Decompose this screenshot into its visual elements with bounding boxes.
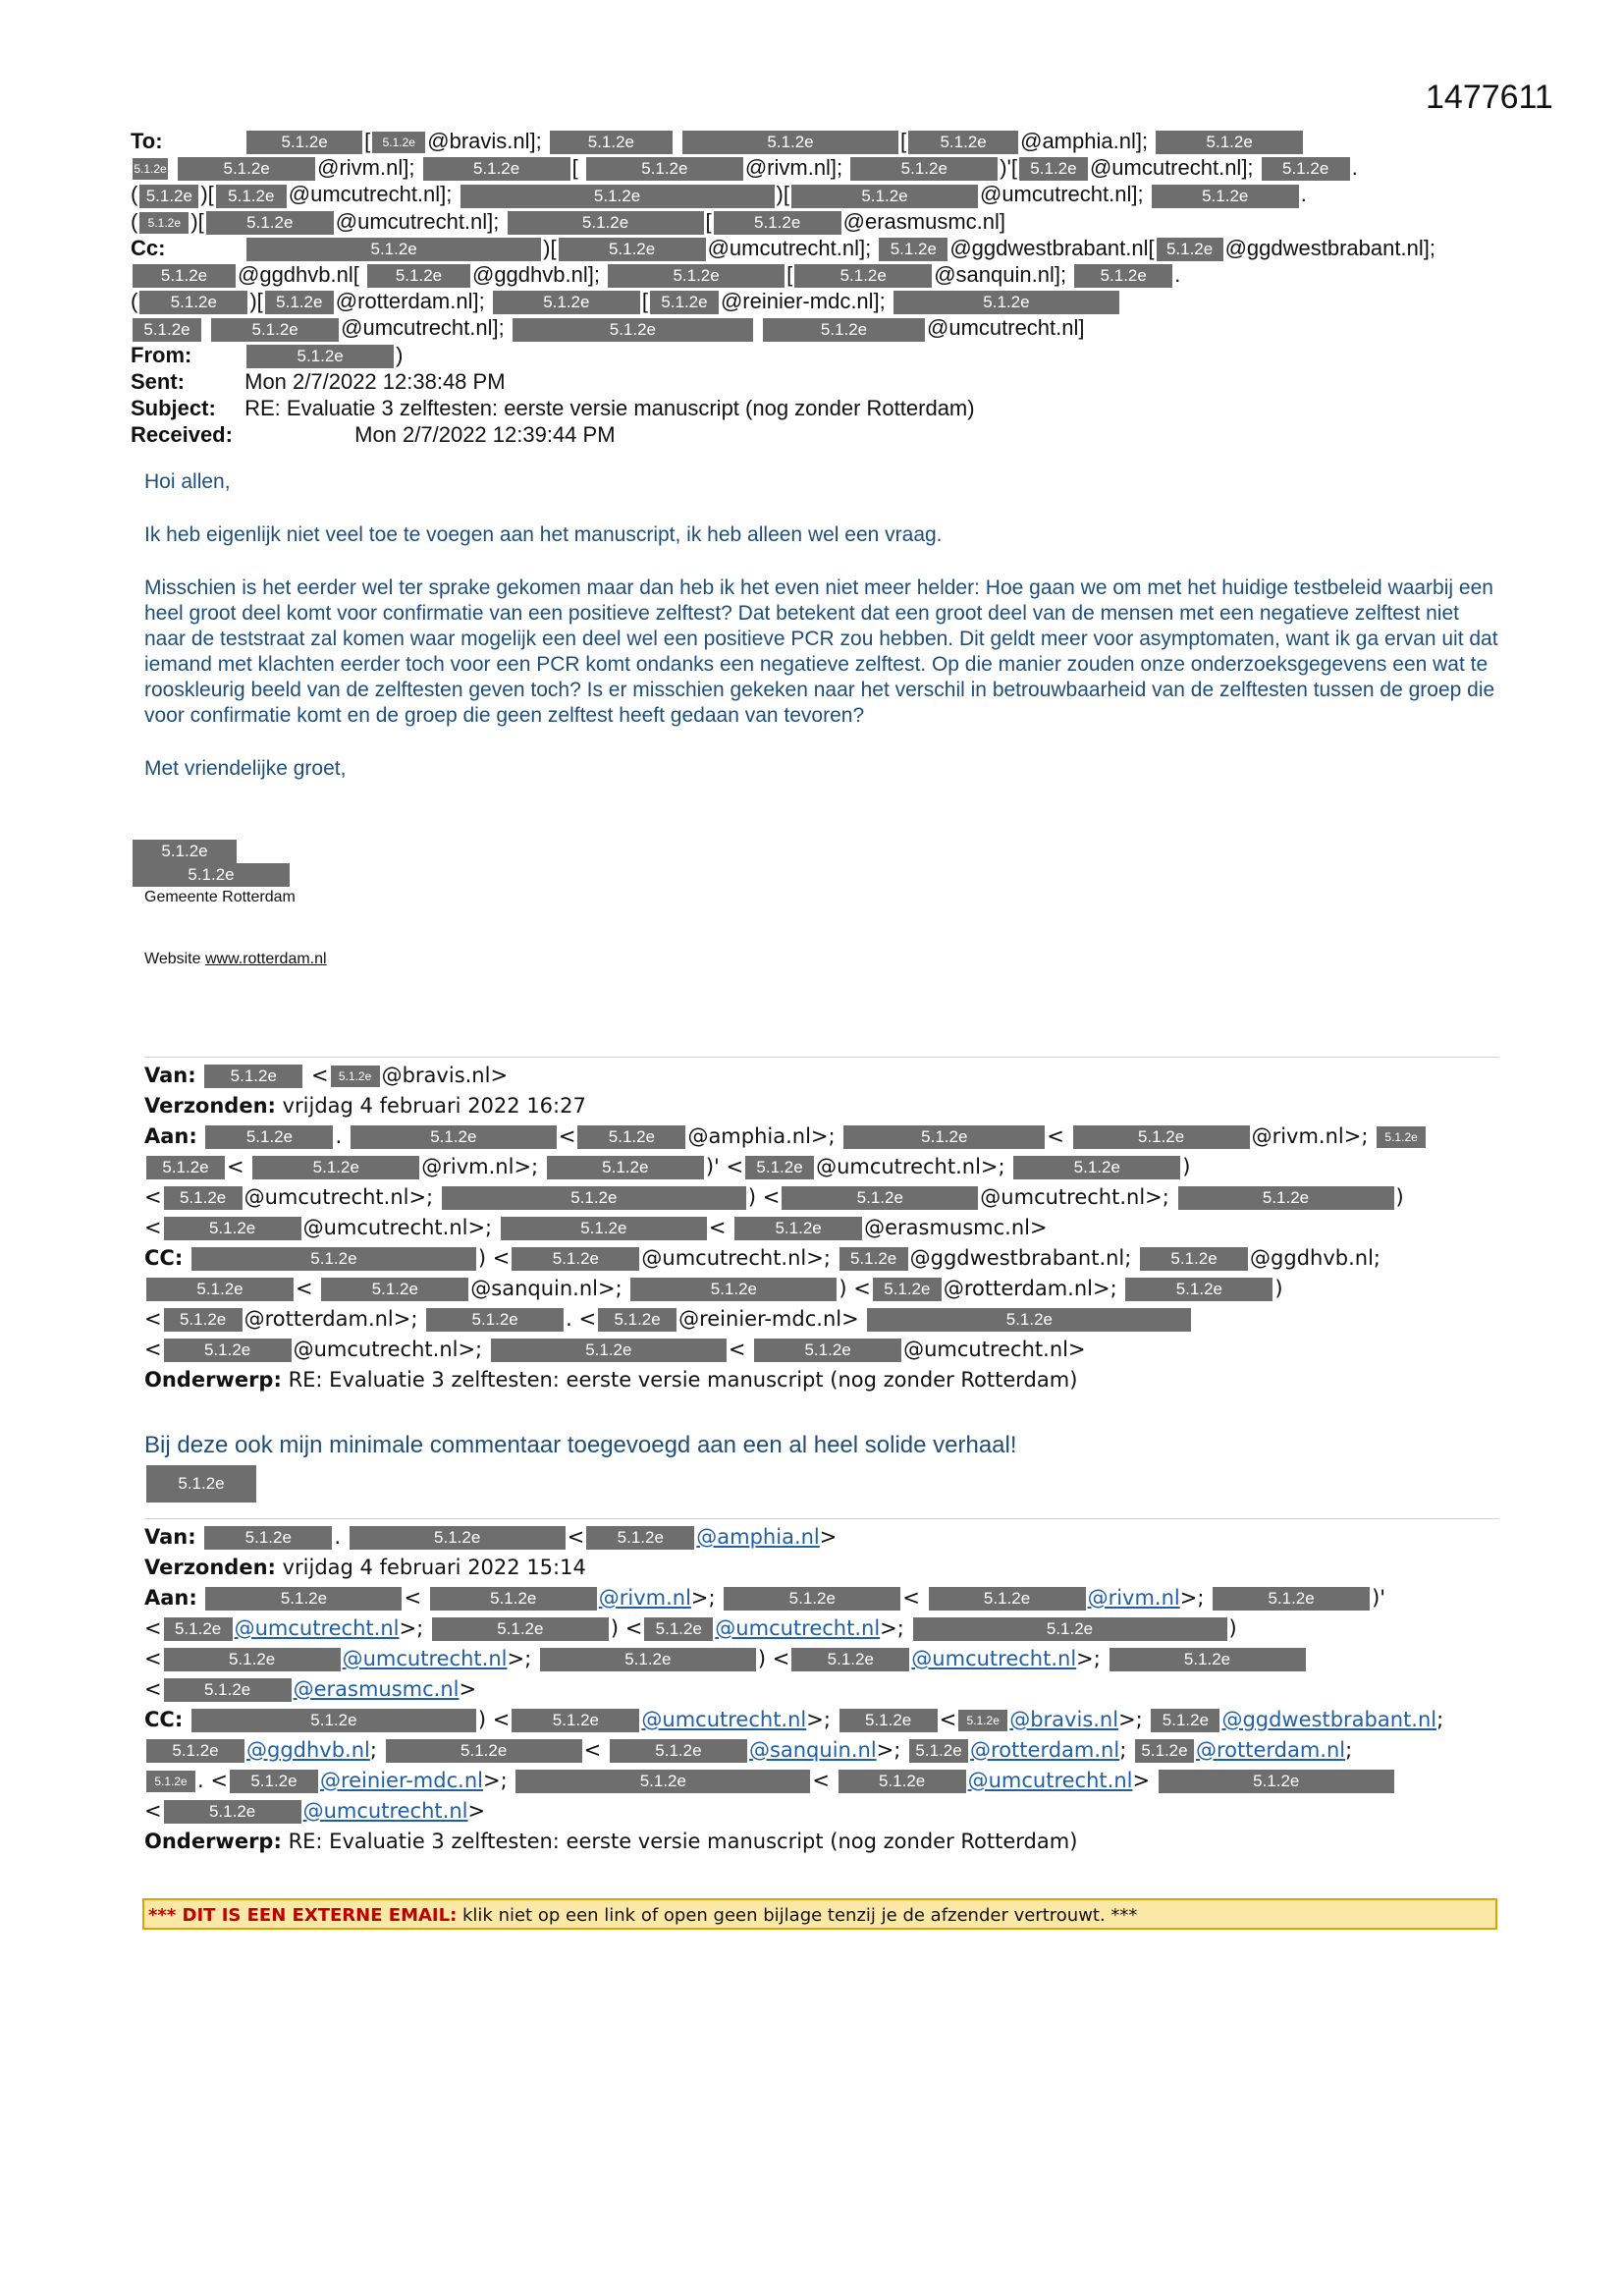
redaction: 5.1.2e	[164, 1678, 292, 1702]
redaction: 5.1.2e	[550, 131, 673, 154]
from-row: From: 5.1.2e )	[131, 342, 404, 367]
redaction: 5.1.2e	[501, 1217, 707, 1240]
organization: Gemeente Rotterdam	[144, 889, 296, 905]
redaction: 5.1.2e	[1156, 131, 1303, 154]
redaction: 5.1.2e	[139, 212, 189, 234]
from-label: From:	[131, 342, 192, 367]
redaction: 5.1.2e	[1159, 1770, 1394, 1793]
to-address: @rivm.nl];	[744, 155, 843, 181]
aan-label: Aan:	[144, 1124, 197, 1148]
redaction: 5.1.2e	[512, 1709, 639, 1732]
redaction: 5.1.2e	[351, 1125, 557, 1149]
cc-address: @sanquin.nl>;	[470, 1277, 623, 1300]
redaction: 5.1.2e	[442, 1186, 746, 1210]
aan-label: Aan:	[144, 1586, 197, 1610]
cc-address-link[interactable]: @bravis.nl	[1009, 1708, 1119, 1731]
redaction: 5.1.2e	[1135, 1739, 1194, 1763]
redaction: 5.1.2e	[164, 1339, 292, 1362]
redaction: 5.1.2e	[909, 1739, 968, 1763]
aan-row: < 5.1.2e @umcutrecht.nl>; 5.1.2e ) < 5.1.2e @umcutrecht.nl>; 5.1.2e )	[144, 1185, 1404, 1209]
cc-address-link[interactable]: @sanquin.nl	[748, 1738, 877, 1762]
redaction: 5.1.2e	[745, 1156, 814, 1179]
to-row: To: 5.1.2e [ 5.1.2e @bravis.nl]; 5.1.2e 5.1.2e [ 5.1.2e @amphia.nl]; 5.1.2e	[131, 128, 1505, 154]
to-address: @erasmusmc.nl]	[842, 208, 1006, 234]
separator	[144, 1518, 1499, 1519]
website-line	[144, 951, 327, 968]
redaction: 5.1.2e	[913, 1617, 1227, 1641]
van-address: @bravis.nl>	[381, 1064, 509, 1087]
cc-label: CC:	[144, 1708, 184, 1731]
redaction: 5.1.2e	[331, 1066, 380, 1087]
cc-row: CC: 5.1.2e ) < 5.1.2e @umcutrecht.nl>; 5.1.2e < 5.1.2e @bravis.nl>; 5.1.2e @ggdwestbrabant.nl;	[144, 1708, 1444, 1731]
cc-address-link[interactable]: @umcutrecht.nl	[641, 1708, 807, 1731]
aan-address: @umcutrecht.nl>;	[816, 1155, 1005, 1178]
redaction: 5.1.2e	[547, 1156, 704, 1179]
redaction: 5.1.2e	[839, 1247, 908, 1271]
redaction: 5.1.2e	[559, 238, 706, 261]
aan-address: @erasmusmc.nl>	[864, 1216, 1048, 1239]
external-email-banner	[142, 1898, 1497, 1930]
to-label: To:	[131, 129, 163, 153]
onderwerp-value: RE: Evaluatie 3 zelftesten: eerste versie manuscript (nog zonder Rotterdam)	[288, 1830, 1078, 1853]
to-address: @umcutrecht.nl];	[288, 182, 453, 207]
redaction: 5.1.2e	[929, 1587, 1086, 1611]
redaction: 5.1.2e	[843, 1125, 1045, 1149]
redaction: 5.1.2e	[133, 840, 237, 863]
redaction: 5.1.2e	[839, 1770, 966, 1793]
cc-address: @sanquin.nl];	[934, 261, 1067, 287]
redaction: 5.1.2e	[644, 1617, 713, 1641]
redaction: 5.1.2e	[205, 1125, 333, 1149]
greeting: Hoi allen,	[144, 470, 231, 493]
sent-row	[131, 368, 1505, 395]
redaction: 5.1.2e	[133, 318, 201, 342]
cc-label: Cc:	[131, 235, 166, 260]
redaction: 5.1.2e	[1110, 1648, 1306, 1671]
subject-row	[131, 395, 1505, 421]
redaction: 5.1.2e	[164, 1217, 301, 1240]
redaction: 5.1.2e	[133, 158, 168, 180]
cc-label: CC:	[144, 1246, 184, 1270]
cc-address: @ggdwestbrabant.nl[	[949, 235, 1155, 260]
redaction: 5.1.2e	[460, 185, 775, 208]
redaction: 5.1.2e	[491, 1339, 727, 1362]
cc-address-link[interactable]: @rotterdam.nl	[970, 1738, 1120, 1762]
to-address: @amphia.nl];	[1020, 129, 1149, 153]
redaction: 5.1.2e	[598, 1308, 677, 1332]
cc-address: @umcutrecht.nl>;	[293, 1338, 483, 1361]
website-label: Website	[144, 951, 201, 967]
cc-address: @rotterdam.nl>;	[943, 1277, 1117, 1300]
redaction: 5.1.2e	[430, 1587, 597, 1611]
cc-address-link[interactable]: @ggdwestbrabant.nl	[1221, 1708, 1437, 1731]
redaction: 5.1.2e	[586, 1526, 694, 1550]
cc-address-link[interactable]: @umcutrecht.nl	[967, 1769, 1133, 1792]
redaction: 5.1.2e	[133, 863, 290, 887]
cc-address: @ggdwestbrabant.nl;	[909, 1246, 1132, 1270]
redaction: 5.1.2e	[791, 1648, 909, 1671]
aan-address: @umcutrecht.nl>;	[244, 1185, 434, 1209]
redaction: 5.1.2e	[1152, 185, 1299, 208]
redaction: 5.1.2e	[958, 1710, 1007, 1731]
banner-warning: *** DIT IS EEN EXTERNE EMAIL:	[148, 1905, 458, 1926]
redaction: 5.1.2e	[178, 157, 315, 181]
redaction: 5.1.2e	[650, 291, 719, 314]
redaction: 5.1.2e	[754, 1339, 901, 1362]
aan-row: < 5.1.2e @erasmusmc.nl>	[144, 1677, 477, 1701]
redaction: 5.1.2e	[1213, 1587, 1370, 1611]
redaction: 5.1.2e	[873, 1278, 942, 1301]
cc-row: < 5.1.2e @rotterdam.nl>; 5.1.2e . < 5.1.2e @reinier-mdc.nl> 5.1.2e	[144, 1304, 1499, 1335]
forward-comment-text: Bij deze ook mijn minimale commentaar toegevoegd aan een al heel solide verhaal!	[144, 1432, 1017, 1458]
website-link[interactable]: www.rotterdam.nl	[204, 951, 327, 967]
redaction: 5.1.2e	[493, 291, 640, 314]
aan-row: Aan: 5.1.2e < 5.1.2e @rivm.nl>; 5.1.2e < 5.1.2e @rivm.nl>; 5.1.2e )'	[144, 1586, 1386, 1610]
to-address: @rivm.nl];	[317, 155, 415, 181]
verzonden-value: vrijdag 4 februari 2022 16:27	[282, 1094, 586, 1118]
verzonden-row	[144, 1091, 1499, 1121]
cc-address: @umcutrecht.nl];	[341, 315, 505, 341]
verzonden-value: vrijdag 4 februari 2022 15:14	[282, 1556, 586, 1579]
redaction: 5.1.2e	[146, 1739, 244, 1763]
redaction: 5.1.2e	[908, 131, 1018, 154]
cc-row	[131, 314, 1505, 341]
redaction: 5.1.2e	[164, 1800, 301, 1824]
cc-address: @reinier-mdc.nl>	[678, 1307, 859, 1331]
cc-row: ( 5.1.2e )[ 5.1.2e @rotterdam.nl]; 5.1.2e [ 5.1.2e @reinier-mdc.nl]; 5.1.2e	[131, 288, 1505, 314]
redaction: 5.1.2e	[734, 1217, 862, 1240]
redaction: 5.1.2e	[265, 291, 334, 314]
to-row: ( 5.1.2e )[ 5.1.2e @umcutrecht.nl]; 5.1.2e )[ 5.1.2e @umcutrecht.nl]; 5.1.2e .	[131, 182, 1307, 207]
aan-address-link[interactable]: @erasmusmc.nl	[293, 1677, 460, 1701]
cc-address-link[interactable]: @reinier-mdc.nl	[319, 1769, 483, 1792]
paragraph: Misschien is het eerder wel ter sprake gekomen maar dan heb ik het even niet meer helder: Hoe gaan we om met het huidige testbeleid waarbij een heel groot deel komt voor confirmatie van een positieve zelftest? Dat betekent dat een groot deel van de mensen met een negatieve zelftest niet naar de teststraat zal komen waar mogelijk een deel wel een positieve PCR zou hebben. Dit geldt meer voor asymptomaten, want ik ga ervan uit dat iemand met klachten eerder toch voor een PCR komt ondanks een negatieve zelftest. Op die manier zouden onze onderzoeksgegevens een wat te rooskleurig beeld van de zelftesten geven toch? Is er misschien gekeken naar het verschil in betrouwbaarheid van de zelftesten tussen de groep die voor confirmatie komt en de groep die geen zelftest heeft gedaan van tevoren?	[144, 576, 1498, 727]
cc-address: @reinier-mdc.nl];	[720, 289, 886, 314]
signature	[131, 840, 296, 908]
redaction: 5.1.2e	[540, 1648, 756, 1671]
redaction: 5.1.2e	[879, 238, 947, 261]
to-address: @umcutrecht.nl];	[1089, 155, 1254, 181]
redaction: 5.1.2e	[586, 157, 743, 181]
forward-comment	[144, 1432, 1017, 1503]
redaction: 5.1.2e	[367, 264, 470, 288]
redaction: 5.1.2e	[350, 1526, 566, 1550]
cc-address-link[interactable]: @rotterdam.nl	[1195, 1738, 1346, 1762]
redaction: 5.1.2e	[321, 1278, 468, 1301]
aan-address-link[interactable]: @rivm.nl	[1087, 1586, 1180, 1610]
cc-row: 5.1.2e @ggdhvb.nl; 5.1.2e < 5.1.2e @sanquin.nl>; 5.1.2e @rotterdam.nl; 5.1.2e @rotterdam.nl;	[144, 1735, 1499, 1766]
cc-row: < 5.1.2e @umcutrecht.nl>	[144, 1799, 486, 1823]
redaction: 5.1.2e	[1262, 157, 1350, 181]
cc-row: Cc: 5.1.2e )[ 5.1.2e @umcutrecht.nl]; 5.1.2e @ggdwestbrabant.nl[ 5.1.2e @ggdwestbrabant.nl];	[131, 235, 1435, 260]
cc-address: @umcutrecht.nl];	[707, 235, 872, 260]
redaction: 5.1.2e	[252, 1156, 419, 1179]
cc-address-link[interactable]: @umcutrecht.nl	[302, 1799, 468, 1823]
redaction: 5.1.2e	[246, 131, 362, 154]
cc-address: @ggdhvb.nl[	[238, 261, 359, 287]
cc-address: @ggdhvb.nl;	[1250, 1246, 1380, 1270]
aan-address: @umcutrecht.nl>;	[302, 1216, 493, 1239]
redaction: 5.1.2e	[216, 185, 287, 208]
van-label: Van:	[144, 1525, 196, 1549]
redaction: 5.1.2e	[372, 132, 425, 153]
van-label: Van:	[144, 1064, 196, 1087]
top-header	[131, 128, 1505, 448]
onderwerp-value: RE: Evaluatie 3 zelftesten: eerste versie manuscript (nog zonder Rotterdam)	[288, 1368, 1078, 1392]
redaction: 5.1.2e	[1073, 1125, 1250, 1149]
redaction: 5.1.2e	[246, 238, 541, 261]
aan-address-link[interactable]: @umcutrecht.nl	[911, 1647, 1077, 1670]
cc-address: @umcutrecht.nl>;	[641, 1246, 831, 1270]
paragraph: Ik heb eigenlijk niet veel toe te voegen aan het manuscript, ik heb alleen wel een vraag.	[144, 523, 943, 546]
onderwerp-row	[144, 1827, 1499, 1857]
cc-row: 5.1.2e @ggdhvb.nl[ 5.1.2e @ggdhvb.nl]; 5.1.2e [ 5.1.2e @sanquin.nl]; 5.1.2e .	[131, 261, 1505, 288]
redaction: 5.1.2e	[164, 1186, 243, 1210]
received-value: Mon 2/7/2022 12:39:44 PM	[354, 421, 616, 447]
redaction: 5.1.2e	[164, 1617, 233, 1641]
redaction: 5.1.2e	[205, 1587, 402, 1611]
received-row	[131, 421, 1505, 448]
redaction: 5.1.2e	[146, 1156, 225, 1179]
redaction: 5.1.2e	[577, 1125, 685, 1149]
redaction: 5.1.2e	[508, 211, 704, 235]
redaction: 5.1.2e	[164, 1308, 243, 1332]
cc-address: @rotterdam.nl>;	[244, 1307, 418, 1331]
redaction: 5.1.2e	[146, 1278, 294, 1301]
onderwerp-label: Onderwerp:	[144, 1368, 282, 1392]
redaction: 5.1.2e	[1178, 1186, 1394, 1210]
redaction: 5.1.2e	[206, 211, 334, 235]
redaction: 5.1.2e	[850, 157, 998, 181]
redaction: 5.1.2e	[893, 291, 1119, 314]
redaction: 5.1.2e	[608, 264, 785, 288]
van-row: Van: 5.1.2e . 5.1.2e < 5.1.2e @amphia.nl>	[144, 1525, 838, 1549]
redaction: 5.1.2e	[839, 1709, 938, 1732]
forwarded-email-2	[144, 1522, 1499, 1857]
cc-address: @umcutrecht.nl]	[927, 315, 1085, 341]
aan-address-link[interactable]: @rivm.nl	[598, 1586, 691, 1610]
banner-text: klik niet op een link of open geen bijlage tenzij je de afzender vertrouwt. ***	[457, 1905, 1138, 1926]
aan-row: Aan: 5.1.2e . 5.1.2e < 5.1.2e @amphia.nl>; 5.1.2e < 5.1.2e @rivm.nl>; 5.1.2e	[144, 1121, 1499, 1152]
redaction: 5.1.2e	[1151, 1709, 1219, 1732]
to-row: ( 5.1.2e )[ 5.1.2e @umcutrecht.nl]; 5.1.2e [ 5.1.2e @erasmusmc.nl]	[131, 208, 1006, 234]
redaction: 5.1.2e	[191, 1709, 476, 1732]
redaction: 5.1.2e	[610, 1739, 747, 1763]
redaction: 5.1.2e	[139, 185, 198, 208]
redaction: 5.1.2e	[246, 345, 394, 368]
redaction: 5.1.2e	[1157, 238, 1223, 261]
verzonden-row	[144, 1553, 1499, 1583]
subject-label: Subject:	[131, 395, 216, 420]
redaction: 5.1.2e	[432, 1617, 609, 1641]
redaction: 5.1.2e	[763, 318, 925, 342]
redaction: 5.1.2e	[794, 264, 932, 288]
redaction: 5.1.2e	[204, 1526, 332, 1550]
aan-address: @umcutrecht.nl>;	[980, 1185, 1169, 1209]
cc-address: @ggdhvb.nl];	[471, 261, 600, 287]
redaction: 5.1.2e	[1125, 1278, 1272, 1301]
aan-address: @rivm.nl>;	[421, 1155, 539, 1178]
redaction: 5.1.2e	[791, 185, 978, 208]
redaction: 5.1.2e	[230, 1770, 318, 1793]
redaction: 5.1.2e	[146, 1771, 195, 1792]
to-address: @bravis.nl];	[427, 129, 542, 153]
redaction: 5.1.2e	[714, 211, 841, 235]
redaction: 5.1.2e	[682, 131, 898, 154]
cc-row: 5.1.2e . < 5.1.2e @reinier-mdc.nl>; 5.1.2e < 5.1.2e @umcutrecht.nl> 5.1.2e	[144, 1766, 1499, 1796]
cc-address: @umcutrecht.nl>	[903, 1338, 1086, 1361]
subject-value: RE: Evaluatie 3 zelftesten: eerste versie manuscript (nog zonder Rotterdam)	[244, 395, 975, 420]
redaction: 5.1.2e	[724, 1587, 900, 1611]
redaction: 5.1.2e	[164, 1648, 341, 1671]
to-address: @umcutrecht.nl];	[979, 182, 1144, 207]
redaction: 5.1.2e	[426, 1308, 564, 1332]
redaction: 5.1.2e	[139, 291, 247, 314]
redaction: 5.1.2e	[867, 1308, 1191, 1332]
received-label: Received:	[131, 421, 233, 447]
redaction: 5.1.2e	[782, 1186, 978, 1210]
redaction: 5.1.2e	[386, 1739, 582, 1763]
redaction: 5.1.2e	[515, 1770, 810, 1793]
document-number: 1477611	[1426, 79, 1553, 116]
sent-label: Sent:	[131, 368, 185, 394]
redaction: 5.1.2e	[133, 264, 236, 288]
van-row: Van: 5.1.2e < 5.1.2e @bravis.nl>	[144, 1064, 509, 1087]
to-address: @umcutrecht.nl];	[335, 208, 500, 234]
cc-row: CC: 5.1.2e ) < 5.1.2e @umcutrecht.nl>; 5.1.2e @ggdwestbrabant.nl; 5.1.2e @ggdhvb.nl;	[144, 1246, 1380, 1270]
redaction: 5.1.2e	[1013, 1156, 1180, 1179]
aan-address-link[interactable]: @umcutrecht.nl	[234, 1616, 400, 1640]
aan-row: < 5.1.2e @umcutrecht.nl>; 5.1.2e ) < 5.1.2e @umcutrecht.nl>; 5.1.2e	[144, 1644, 1499, 1674]
closing: Met vriendelijke groet,	[144, 757, 347, 780]
redaction: 5.1.2e	[146, 1465, 256, 1503]
aan-row: 5.1.2e < 5.1.2e @rivm.nl>; 5.1.2e )' < 5.1.2e @umcutrecht.nl>; 5.1.2e )	[144, 1152, 1499, 1182]
verzonden-label: Verzonden:	[144, 1556, 276, 1579]
cc-address: @rotterdam.nl];	[335, 289, 485, 314]
verzonden-label: Verzonden:	[144, 1094, 276, 1118]
van-address-link[interactable]: @amphia.nl	[696, 1525, 820, 1549]
redaction: 5.1.2e	[204, 1065, 302, 1088]
to-row: 5.1.2e 5.1.2e @rivm.nl]; 5.1.2e [ 5.1.2e @rivm.nl]; 5.1.2e )'[ 5.1.2e @umcutrecht.nl]; 5.1.2e .	[134, 155, 1358, 181]
message-body	[144, 469, 1499, 809]
redaction: 5.1.2e	[1377, 1126, 1426, 1148]
cc-address: @ggdwestbrabant.nl];	[1224, 235, 1435, 260]
aan-address: @rivm.nl>;	[1251, 1124, 1369, 1148]
aan-address-link[interactable]: @umcutrecht.nl	[715, 1616, 881, 1640]
forwarded-email-1	[144, 1061, 1499, 1395]
redaction: 5.1.2e	[1074, 264, 1172, 288]
aan-address-link[interactable]: @umcutrecht.nl	[342, 1647, 508, 1670]
sent-value: Mon 2/7/2022 12:38:48 PM	[244, 368, 506, 394]
cc-row: 5.1.2e < 5.1.2e @sanquin.nl>; 5.1.2e ) < 5.1.2e @rotterdam.nl>; 5.1.2e )	[144, 1274, 1499, 1304]
separator	[144, 1057, 1499, 1058]
onderwerp-label: Onderwerp:	[144, 1830, 282, 1853]
redaction: 5.1.2e	[512, 1247, 639, 1271]
cc-row: < 5.1.2e @umcutrecht.nl>; 5.1.2e < 5.1.2e @umcutrecht.nl>	[144, 1338, 1086, 1361]
aan-address: @amphia.nl>;	[687, 1124, 836, 1148]
aan-row: < 5.1.2e @umcutrecht.nl>; 5.1.2e < 5.1.2e @erasmusmc.nl>	[144, 1216, 1048, 1239]
onderwerp-row	[144, 1365, 1499, 1395]
redaction: 5.1.2e	[191, 1247, 476, 1271]
redaction: 5.1.2e	[1019, 157, 1088, 181]
cc-address-link[interactable]: @ggdhvb.nl	[246, 1738, 370, 1762]
redaction: 5.1.2e	[513, 318, 753, 342]
redaction: 5.1.2e	[1140, 1247, 1248, 1271]
redaction: 5.1.2e	[423, 157, 570, 181]
redaction: 5.1.2e	[630, 1278, 837, 1301]
aan-row: < 5.1.2e @umcutrecht.nl>; 5.1.2e ) < 5.1.2e @umcutrecht.nl>; 5.1.2e )	[144, 1616, 1237, 1640]
redaction: 5.1.2e	[211, 318, 339, 342]
